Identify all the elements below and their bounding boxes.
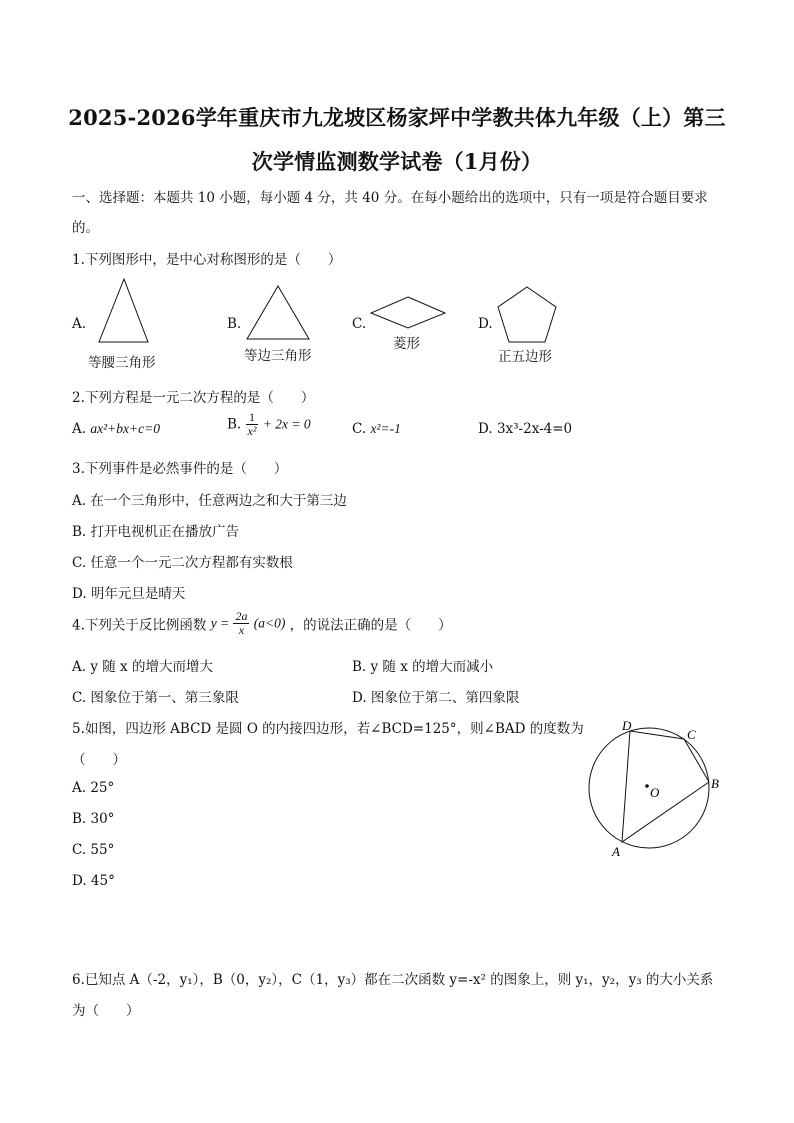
q5-option-b: B. 30°	[72, 811, 115, 827]
circle-quadrilateral-figure	[578, 712, 728, 862]
q1-option-b-caption: 等边三角形	[244, 348, 312, 364]
q4-option-c: C. 图象位于第一、第三象限	[72, 690, 239, 706]
center-point-o	[645, 784, 649, 788]
q2-option-a-letter: A.	[72, 421, 87, 437]
q2-stem: 2.下列方程是一元二次方程的是（ ）	[72, 390, 315, 406]
q4-option-d: D. 图象位于第二、第四象限	[352, 690, 520, 706]
q3-option-c: C. 任意一个一元二次方程都有实数根	[72, 555, 293, 571]
q2-option-b-fraction	[246, 411, 259, 438]
q5-option-d: D. 45°	[72, 873, 115, 889]
q2-option-c-text: x²=-1	[370, 421, 401, 436]
label-o: O	[650, 785, 660, 800]
q1-option-c-letter: C.	[352, 316, 367, 332]
section-header-line2: 的。	[72, 220, 99, 236]
q1-option-a-caption: 等腰三角形	[88, 355, 156, 371]
q4-option-a: A. y 随 x 的增大而增大	[72, 659, 213, 675]
label-a: A	[612, 844, 620, 859]
equilateral-triangle-figure	[244, 284, 312, 342]
q2-option-b-letter: B.	[227, 416, 242, 433]
label-d: D	[622, 718, 632, 733]
q3-stem: 3.下列事件是必然事件的是（ ）	[72, 461, 288, 477]
q6-stem-line2: 为（ ）	[72, 1003, 140, 1019]
page-title-line1: 2025-2026学年重庆市九龙坡区杨家坪中学教共体九年级（上）第三	[68, 105, 726, 130]
regular-pentagon-figure	[495, 285, 559, 345]
q1-option-b-letter: B.	[227, 316, 242, 332]
section-header-line1: 一、选择题：本题共 10 小题，每小题 4 分，共 40 分。在每小题给出的选项中，只有一项是符合题目要求	[72, 190, 708, 206]
q2-option-a-text: ax²+bx+c=0	[90, 421, 160, 436]
q5-option-c: C. 55°	[72, 842, 115, 858]
q3-option-d: D. 明年元旦是晴天	[72, 586, 186, 602]
q1-option-d-letter: D.	[478, 316, 493, 332]
rhombus-figure	[368, 295, 448, 331]
q2-option-d-text: 3x³-2x-4=0	[496, 421, 573, 437]
q4-stem-post: ，的说法正确的是（ ）	[289, 617, 452, 634]
q2-option-c	[352, 421, 401, 437]
q4-stem	[72, 610, 452, 637]
q4-function-fraction	[233, 610, 249, 637]
q5-stem: 5.如图，四边形 ABCD 是圆 O 的内接四边形，若∠BCD=125°，则∠BAD 的度数为	[72, 721, 584, 737]
q4-stem-pre: 4.下列关于反比例函数	[72, 617, 207, 634]
q2-option-d	[478, 421, 572, 437]
q2-option-b-denominator: x²	[247, 424, 257, 438]
q1-option-c-caption: 菱形	[393, 336, 420, 352]
q4-function-y: y =	[210, 615, 230, 631]
isosceles-triangle-figure	[96, 276, 152, 346]
q3-option-b: B. 打开电视机正在播放广告	[72, 524, 240, 540]
circle-o	[589, 728, 709, 848]
q1-option-a-letter: A.	[72, 316, 87, 332]
q5-paren: （ ）	[72, 752, 126, 768]
q1-option-d-caption: 正五边形	[498, 349, 552, 365]
q2-option-a	[72, 421, 160, 437]
q4-option-b: B. y 随 x 的增大而减小	[352, 659, 494, 675]
q4-function-denominator: x	[238, 623, 245, 637]
label-c: C	[687, 727, 696, 742]
q6-stem-line1: 6.已知点 A（-2，y₁），B（0，y₂），C（1，y₃）都在二次函数 y=-x² 的图象上，则 y₁，y₂，y₃ 的大小关系	[72, 972, 714, 988]
q4-function-numerator: 2a	[235, 609, 248, 623]
q1-stem: 1.下列图形中，是中心对称图形的是（ ）	[72, 252, 342, 268]
q5-option-a: A. 25°	[72, 780, 115, 796]
q3-option-a: A. 在一个三角形中，任意两边之和大于第三边	[72, 493, 347, 509]
q4-function-condition: (a<0)	[253, 615, 286, 631]
q2-option-b-rest: + 2x = 0	[262, 416, 311, 432]
q2-option-d-letter: D.	[478, 421, 493, 437]
page-title-line2: 次学情监测数学试卷（1月份）	[251, 149, 543, 174]
q2-option-b	[227, 411, 311, 438]
q2-option-c-letter: C.	[352, 421, 367, 437]
q2-option-b-numerator: 1	[246, 411, 259, 425]
label-b: B	[711, 776, 719, 791]
